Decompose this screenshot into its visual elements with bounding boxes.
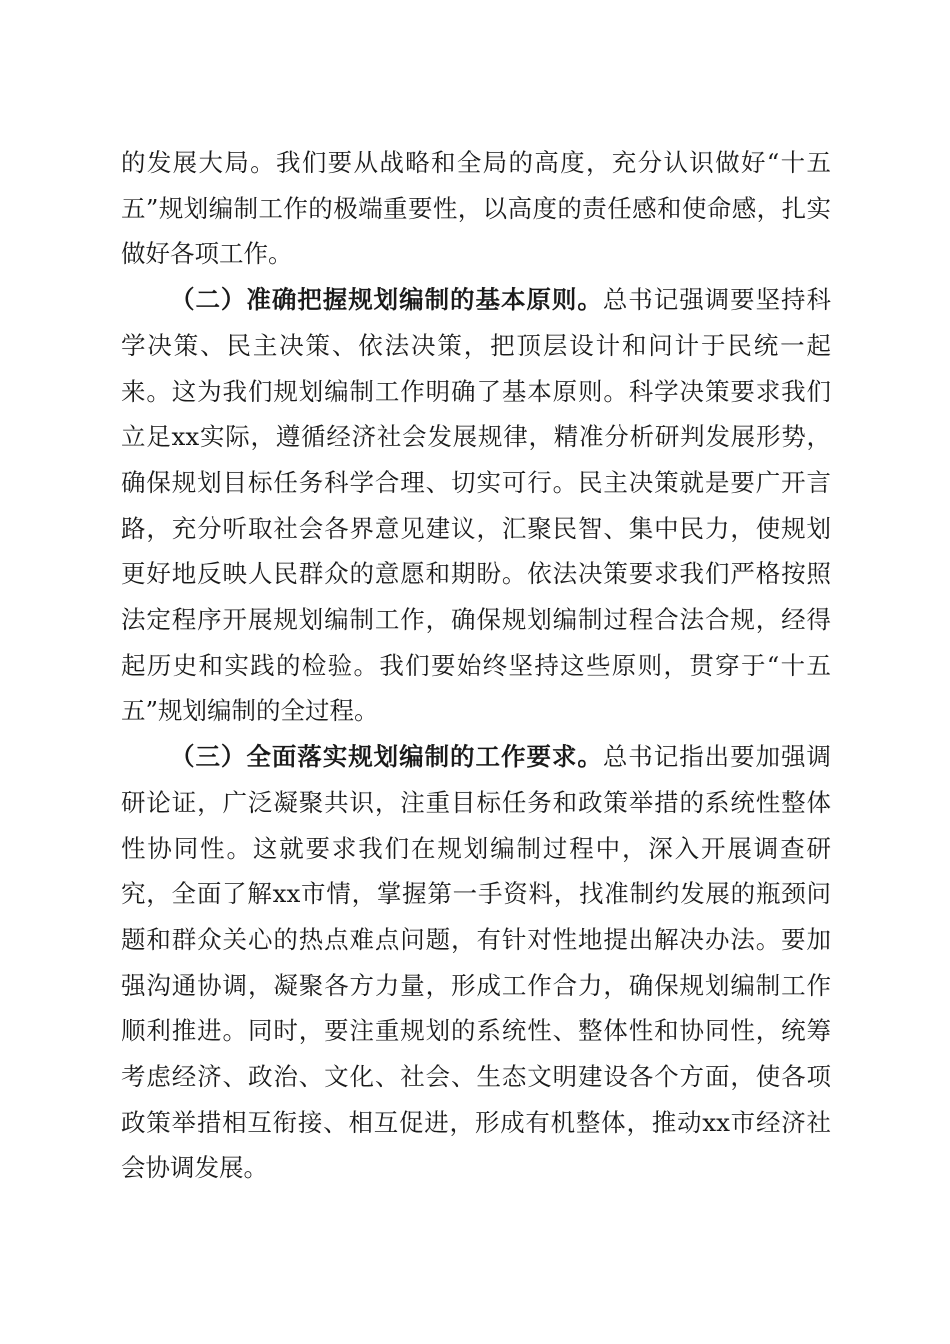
paragraph-2-heading: （二）准确把握规划编制的基本原则。 (170, 285, 603, 315)
paragraph-3-heading: （三）全面落实规划编制的工作要求。 (170, 742, 603, 772)
paragraph-principles (121, 277, 831, 734)
paragraph-1-body: 的发展大局。我们要从战略和全局的高度，充分认识做好“十五五”规划编制工作的极端重要性，以高度的责任感和使命感，扎实做好各项工作。 (121, 148, 831, 269)
paragraph-2-body: 总书记强调要坚持科学决策、民主决策、依法决策，把顶层设计和问计于民统一起来。这为我们规划编制工作明确了基本原则。科学决策要求我们立足xx实际，遵循经济社会发展规律，精准分析研判发展形势，确保规划目标任务科学合理、切实可行。民主决策就是要广开言路，充分听取社会各界意见建议，汇聚民智、集中民力，使规划更好地反映人民群众的意愿和期盼。依法决策要求我们严格按照法定程序开展规划编制工作，确保规划编制过程合法合规，经得起历史和实践的检验。我们要始终坚持这些原则，贯穿于“十五五”规划编制的全过程。 (121, 285, 832, 726)
document-body (121, 140, 831, 1191)
paragraph-3-body: 总书记指出要加强调研论证，广泛凝聚共识，注重目标任务和政策举措的系统性整体性协同性。这就要求我们在规划编制过程中，深入开展调查研究，全面了解xx市情，掌握第一手资料，找准制约发展的瓶颈问题和群众关心的热点难点问题，有针对性地提出解决办法。要加强沟通协调，凝聚各方力量，形成工作合力，确保规划编制工作顺利推进。同时，要注重规划的系统性、整体性和协同性，统筹考虑经济、政治、文化、社会、生态文明建设各个方面，使各项政策举措相互衔接、相互促进，形成有机整体，推动xx市经济社会协调发展。 (121, 742, 832, 1183)
paragraph-continuation (121, 140, 831, 277)
paragraph-requirements (121, 734, 831, 1191)
